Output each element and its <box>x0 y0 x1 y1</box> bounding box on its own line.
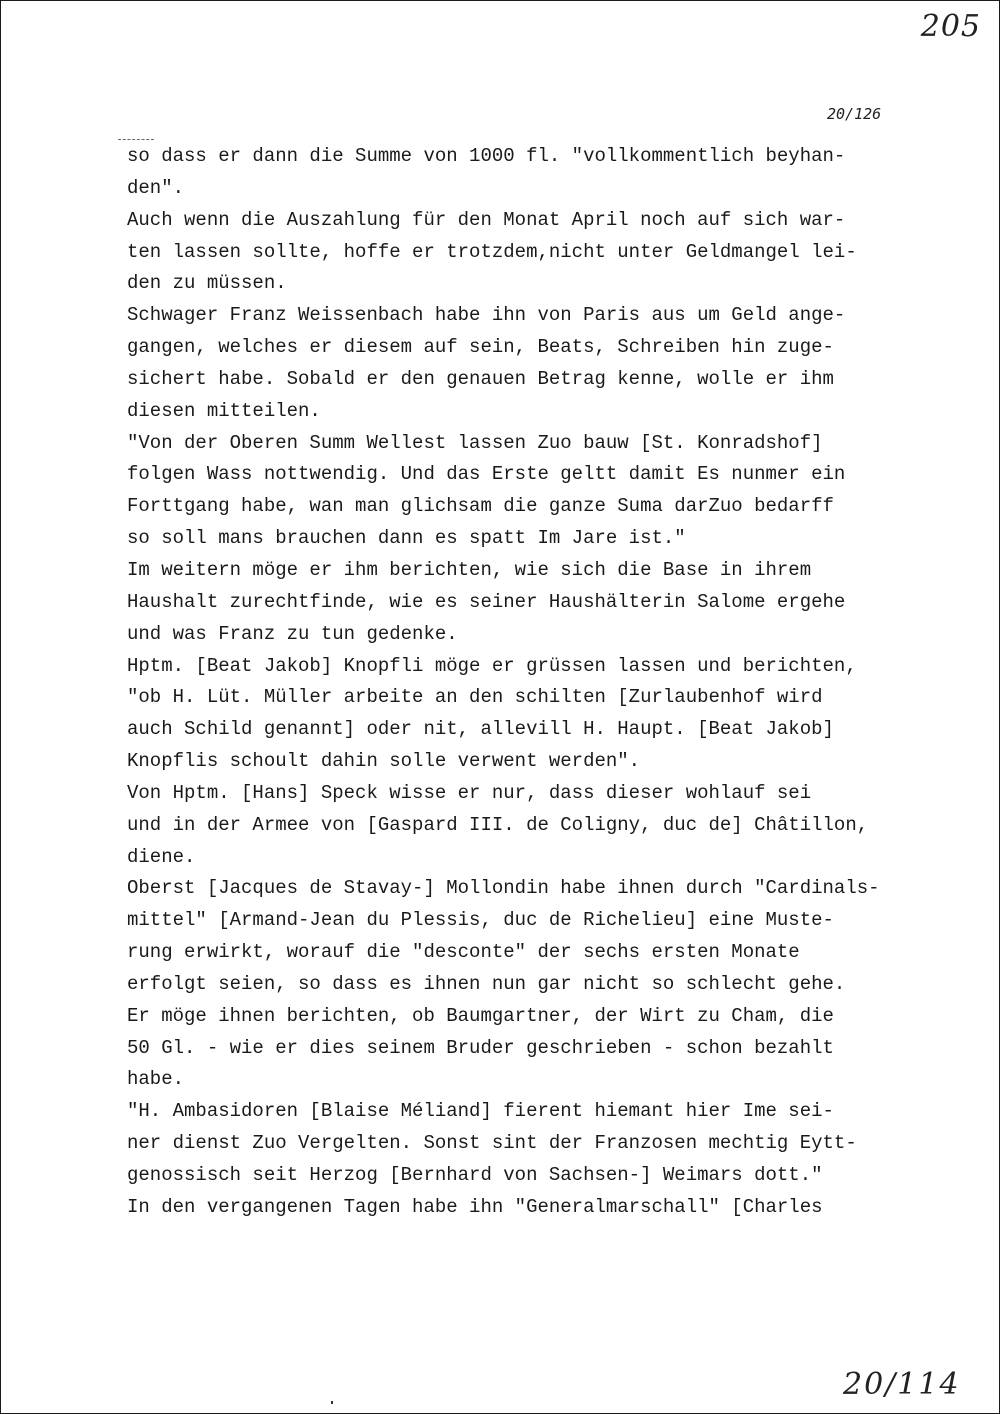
text-line: "Von der Oberen Summ Wellest lassen Zuo bauw [St. Konradshof] <box>127 431 823 454</box>
text-line: Oberst [Jacques de Stavay-] Mollondin habe ihnen durch "Cardinals- <box>127 877 880 900</box>
text-line: Knopflis schoult dahin solle verwent werden". <box>127 750 641 773</box>
text-line: 50 Gl. - wie er dies seinem Bruder geschrieben - schon bezahlt <box>127 1036 834 1059</box>
text-line: den". <box>127 176 185 199</box>
text-line: Haushalt zurechtfinde, wie es seiner Haushälterin Salome ergehe <box>127 590 846 613</box>
text-line: so soll mans brauchen dann es spatt Im Jare ist." <box>127 527 686 550</box>
strike-mark <box>118 139 154 140</box>
handwritten-archive-reference: 20/114 <box>843 1367 961 1402</box>
text-line: "H. Ambasidoren [Blaise Méliand] fierent hiemant hier Ime sei- <box>127 1100 834 1123</box>
text-line: Im weitern möge er ihm berichten, wie sich die Base in ihrem <box>127 558 812 581</box>
text-line: genossisch seit Herzog [Bernhard von Sachsen-] Weimars dott." <box>127 1164 823 1186</box>
text-line: habe. <box>127 1068 185 1091</box>
text-line: Er möge ihnen berichten, ob Baumgartner, der Wirt zu Cham, die <box>127 1004 834 1027</box>
typed-reference-number: 20/126 <box>827 105 882 123</box>
text-line: Auch wenn die Auszahlung für den Monat April noch auf sich war- <box>127 208 846 231</box>
text-line: diesen mitteilen. <box>127 399 321 422</box>
text-line: den zu müssen. <box>127 272 287 295</box>
text-line: Hptm. [Beat Jakob] Knopfli möge er grüssen lassen und berichten, <box>127 654 857 677</box>
text-line: Schwager Franz Weissenbach habe ihn von Paris aus um Geld ange- <box>127 304 846 327</box>
text-line: gangen, welches er diesem auf sein, Beats, Schreiben hin zuge- <box>127 336 834 359</box>
text-line: und in der Armee von [Gaspard III. de Coligny, duc de] Châtillon, <box>127 813 869 836</box>
text-line: In den vergangenen Tagen habe ihn "Generalmarschall" [Charles <box>127 1195 823 1218</box>
scan-speck <box>331 1401 333 1404</box>
text-line: und was Franz zu tun gedenke. <box>127 622 458 645</box>
text-line: diene. <box>127 845 196 868</box>
text-line: ner dienst Zuo Vergelten. Sonst sint der Franzosen mechtig Eytt- <box>127 1132 857 1155</box>
text-line: rung erwirkt, worauf die "desconte" der sechs ersten Monate <box>127 941 800 964</box>
text-line: "ob H. Lüt. Müller arbeite an den schilten [Zurlaubenhof wird <box>127 686 823 709</box>
text-line: Von Hptm. [Hans] Speck wisse er nur, dass dieser wohlauf sei <box>127 781 812 804</box>
text-line: so dass er dann die Summe von 1000 fl. "vollkommentlich beyhan- <box>127 145 846 167</box>
text-line: folgen Wass nottwendig. Und das Erste geltt damit Es nunmer ein <box>127 463 846 486</box>
text-line: Forttgang habe, wan man glichsam die ganze Suma darZuo bedarff <box>127 495 834 518</box>
text-line: erfolgt seien, so dass es ihnen nun gar nicht so schlecht gehe. <box>127 972 846 995</box>
handwritten-page-number: 205 <box>920 9 981 44</box>
text-line: ten lassen sollte, hoffe er trotzdem,nicht unter Geldmangel lei- <box>127 240 857 263</box>
text-line: sichert habe. Sobald er den genauen Betrag kenne, wolle er ihm <box>127 367 834 390</box>
text-line: mittel" [Armand-Jean du Plessis, duc de Richelieu] eine Muste- <box>127 909 834 932</box>
body-text <box>127 141 927 1224</box>
text-line: auch Schild genannt] oder nit, allevill H. Haupt. [Beat Jakob] <box>127 718 834 741</box>
